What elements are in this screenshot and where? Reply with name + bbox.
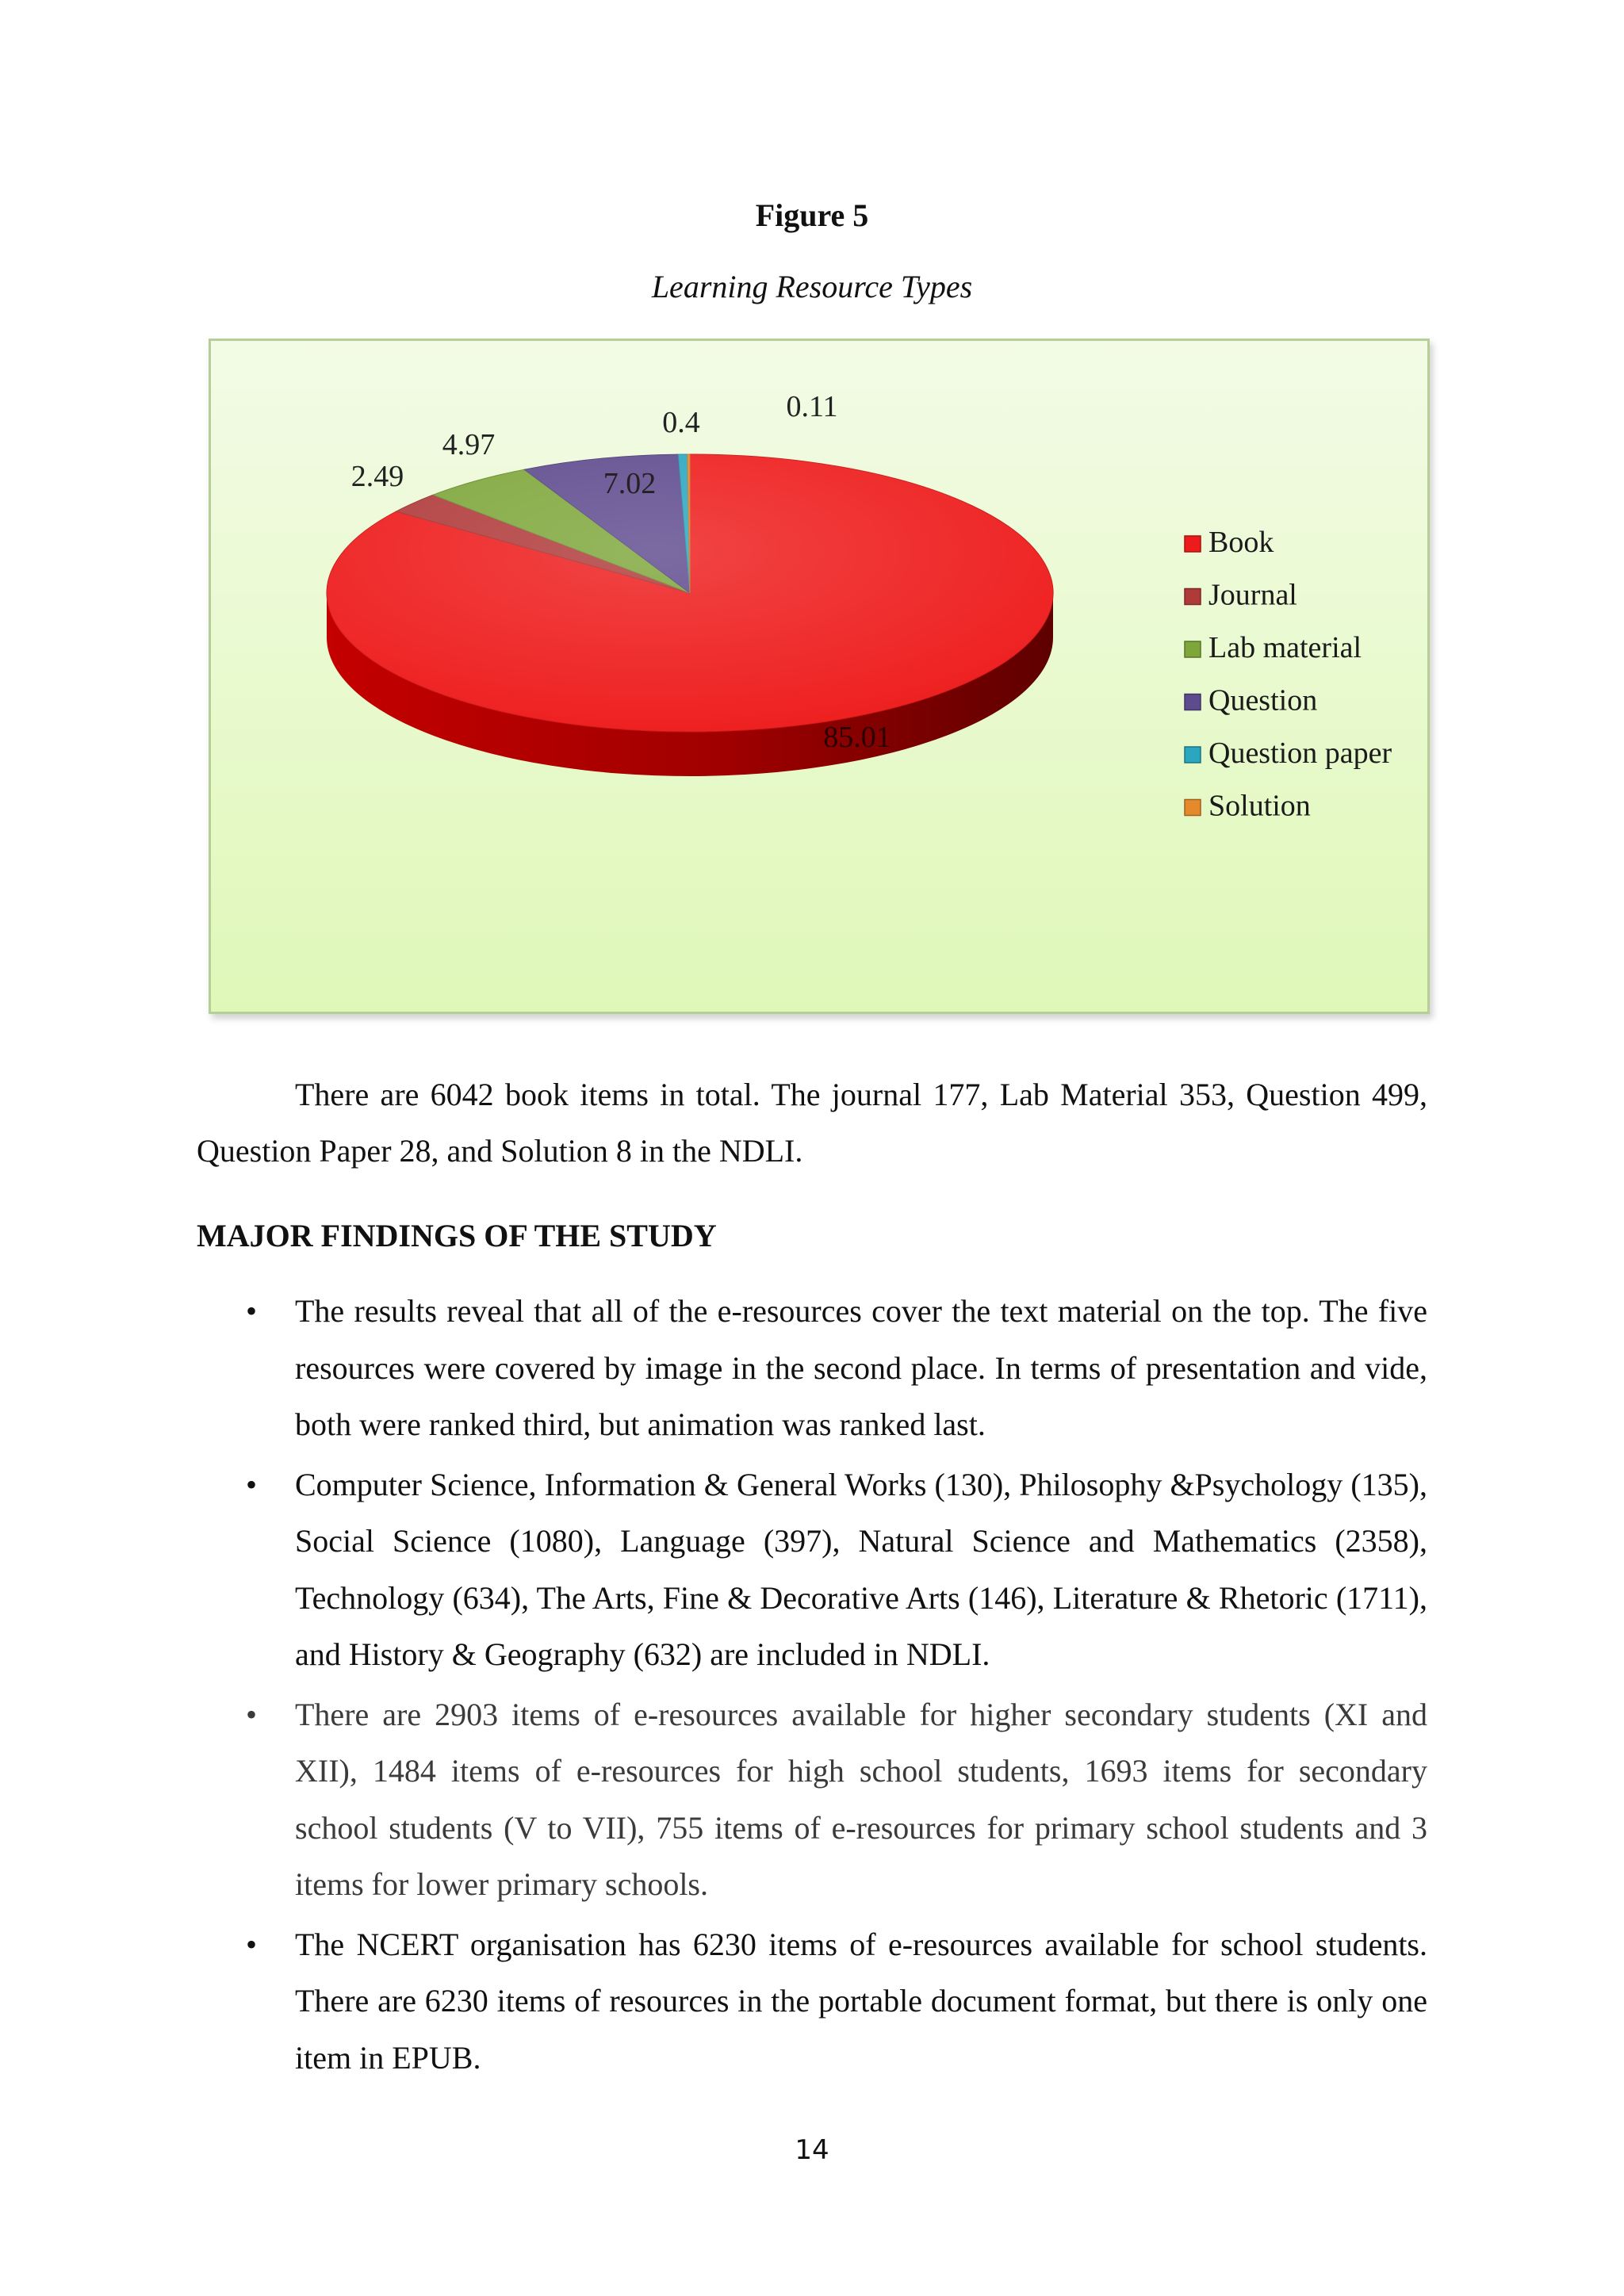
legend-swatch-1 (1185, 589, 1201, 605)
legend-swatch-2 (1185, 641, 1201, 657)
bullet-icon: • (246, 1696, 258, 1732)
finding-item (197, 1456, 1427, 1683)
findings-list (197, 1283, 1427, 2089)
summary-paragraph-text: There are 6042 book items in total. The journal 177, Lab Material 353, Question 499, Question Paper 28, and Solution 8 in the NDLI. (197, 1077, 1427, 1169)
legend-label-5: Solution (1208, 789, 1311, 823)
legend-swatch-5 (1185, 800, 1201, 816)
summary-paragraph (197, 1066, 1427, 1179)
finding-text: There are 2903 items of e-resources available for higher secondary students (XI and XII), 1484 items of e-resources for high school students, 1693 items for secondary school students (V to VII), 755 items of e-resources for primary school students and 3 items for lower primary schools. (295, 1696, 1427, 1902)
data-label-1: 2.49 (350, 460, 404, 493)
pie-shine (327, 454, 1053, 732)
finding-item (197, 1916, 1427, 2087)
finding-text: The results reveal that all of the e-resources cover the text material on the top. The five resources were covered by image in the second place. In terms of presentation and vide, both were ranked third, but animation was ranked last. (295, 1293, 1427, 1442)
page-number: 14 (795, 2134, 829, 2166)
data-label-4: 0.4 (662, 406, 700, 439)
finding-text: Computer Science, Information & General Works (130), Philosophy &Psychology (135), Social Science (1080), Language (397), Natural Science and Mathematics (2358), Technology (634), The Arts, Fine & Decorative Arts (146), Literature & Rhetoric (1711), and History & Geography (632) are included in NDLI. (295, 1466, 1427, 1672)
finding-item (197, 1686, 1427, 1913)
legend-swatch-3 (1185, 695, 1201, 710)
legend-label-3: Question (1208, 683, 1318, 718)
figure-title: Figure 5 (755, 197, 869, 233)
finding-item (197, 1283, 1427, 1453)
data-label-5: 0.11 (786, 390, 838, 423)
section-heading: MAJOR FINDINGS OF THE STUDY (197, 1218, 717, 1253)
legend-swatch-4 (1185, 747, 1201, 763)
pie-chart (209, 339, 1430, 1014)
legend-label-1: Journal (1208, 578, 1297, 612)
pie-chart-svg (211, 341, 1427, 1012)
figure-caption: Learning Resource Types (651, 269, 973, 304)
bullet-icon: • (246, 1293, 258, 1329)
legend-label-4: Question paper (1208, 737, 1392, 770)
bullet-icon: • (246, 1466, 258, 1502)
data-label-0: 85.01 (823, 721, 891, 754)
legend-label-0: Book (1208, 526, 1274, 559)
finding-text: The NCERT organisation has 6230 items of e-resources available for school students. There are 6230 items of resources in the portable document format, but there is only one item in EPUB. (295, 1926, 1427, 2076)
legend-swatch-0 (1185, 536, 1201, 552)
data-label-2: 4.97 (442, 428, 496, 461)
data-label-3: 7.02 (603, 467, 657, 500)
bullet-icon: • (246, 1926, 258, 1962)
legend-label-2: Lab material (1208, 631, 1362, 664)
